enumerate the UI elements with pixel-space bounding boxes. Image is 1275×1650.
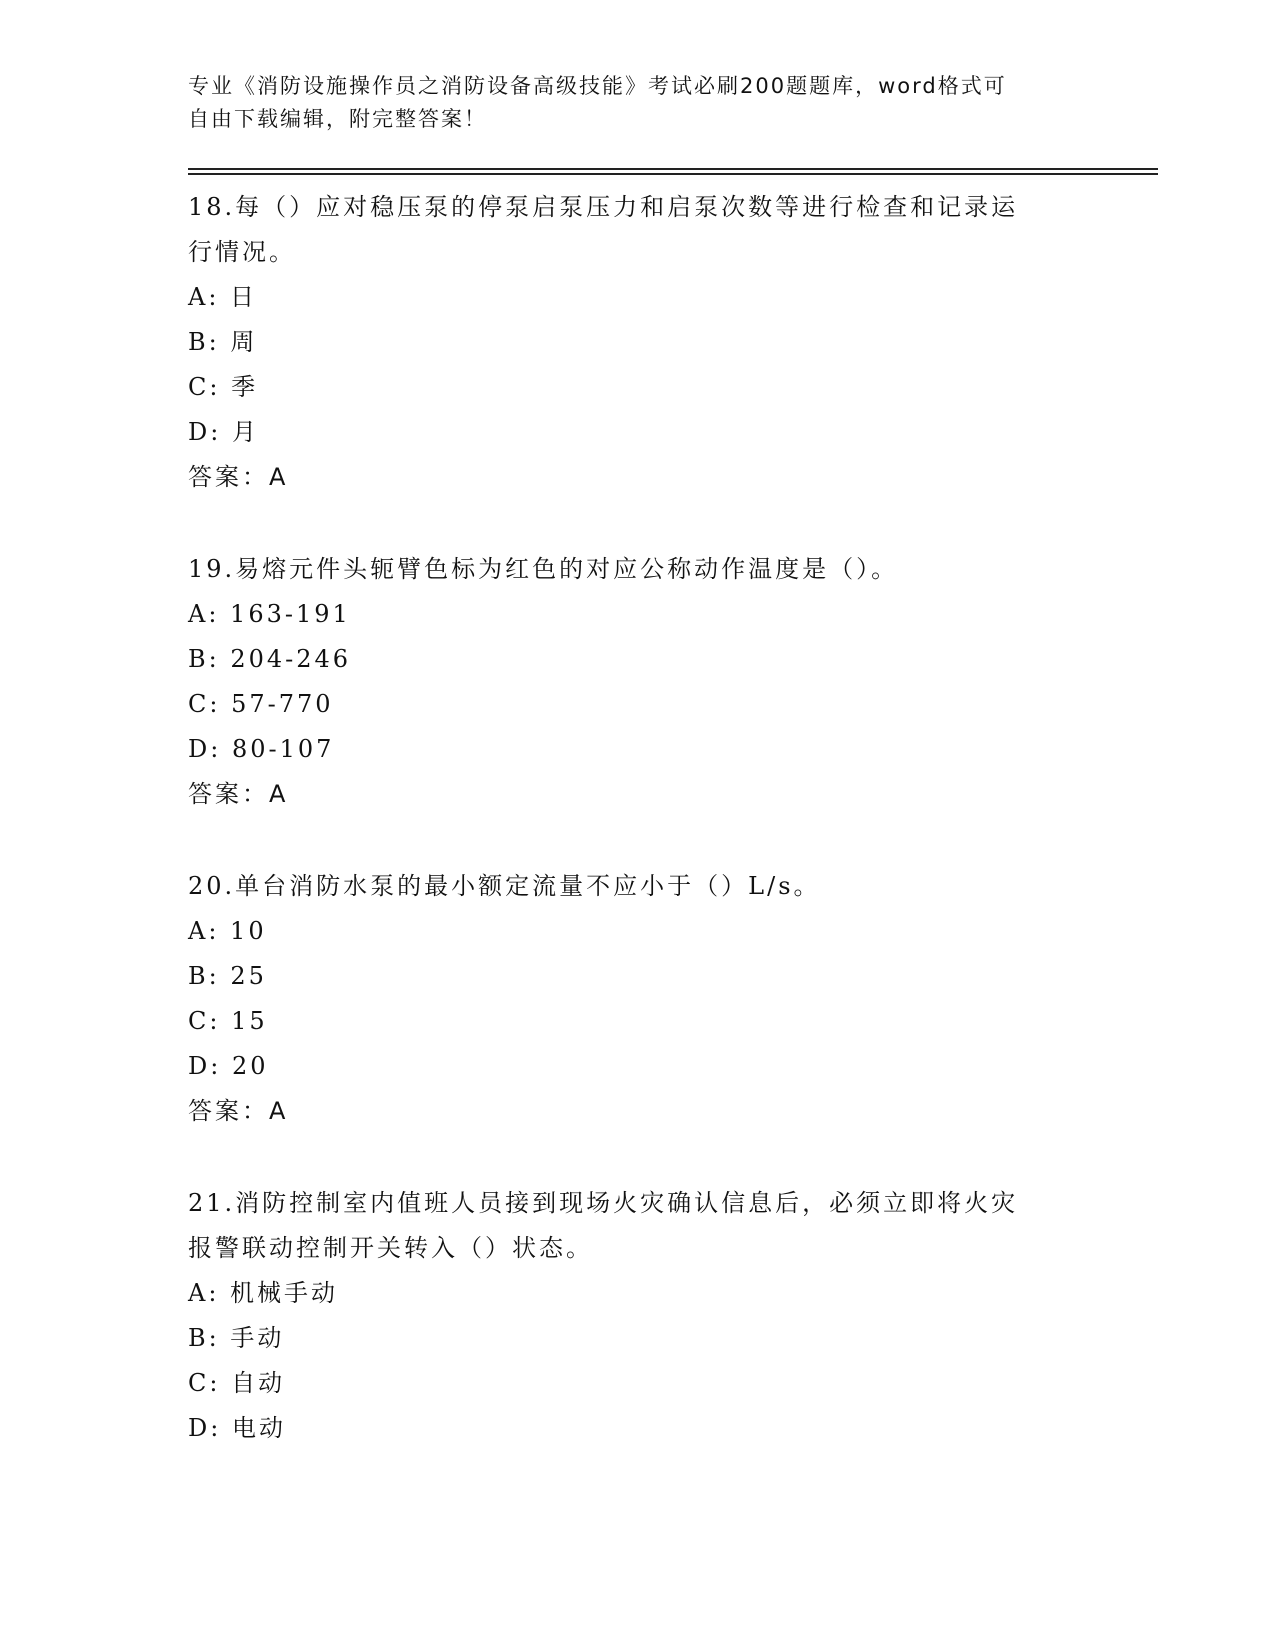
question-line-2: 报警联动控制开关转入（）状态。: [188, 1234, 593, 1262]
option-c: C: 57-770: [188, 690, 334, 718]
option-c: C: 季: [188, 373, 259, 401]
divider-line-bottom: [188, 173, 1158, 175]
answer-label: 答案：: [188, 780, 269, 808]
answer-line: [188, 772, 1158, 817]
option-b: B: 25: [188, 962, 267, 990]
answer-line: [188, 1089, 1158, 1134]
question-18: [188, 185, 1158, 500]
question-line-1: 21.消防控制室内值班人员接到现场火灾确认信息后，必须立即将火灾: [188, 1189, 1019, 1217]
answer-label: 答案：: [188, 1097, 269, 1125]
answer-value: A: [269, 1097, 288, 1125]
option-b: B: 周: [188, 328, 258, 356]
divider-line-top: [188, 168, 1158, 170]
header-line-2: 自由下载编辑，附完整答案！: [188, 107, 487, 131]
answer-label: 答案：: [188, 463, 269, 491]
option-b: B: 204-246: [188, 645, 352, 673]
option-a: A: 机械手动: [188, 1279, 339, 1307]
option-a: A: 163-191: [188, 600, 351, 628]
option-a: A: 10: [188, 917, 267, 945]
question-19: [188, 547, 1158, 817]
question-line-1: 18.每（）应对稳压泵的停泵启泵压力和启泵次数等进行检查和记录运: [188, 193, 1019, 221]
answer-line: [188, 455, 1158, 500]
question-text: [188, 185, 1088, 275]
answer-value: A: [269, 780, 288, 808]
option-d: D: 电动: [188, 1414, 286, 1442]
question-list: [188, 185, 1158, 1451]
question-line-2: 行情况。: [188, 238, 296, 266]
option-a: A: 日: [188, 283, 258, 311]
document-page: [188, 70, 1158, 1498]
question-line-1: 19.易熔元件头轭臂色标为红色的对应公称动作温度是（）。: [188, 555, 899, 583]
question-21: [188, 1181, 1158, 1451]
option-d: D: 20: [188, 1052, 269, 1080]
question-text: [188, 547, 1088, 592]
option-d: D: 月: [188, 418, 259, 446]
question-line-1: 20.单台消防水泵的最小额定流量不应小于（）L/s。: [188, 872, 821, 900]
option-c: C: 自动: [188, 1369, 286, 1397]
document-header: [188, 70, 1068, 136]
question-text: [188, 864, 1088, 909]
option-d: D: 80-107: [188, 735, 335, 763]
answer-value: A: [269, 463, 288, 491]
question-20: [188, 864, 1158, 1134]
option-c: C: 15: [188, 1007, 268, 1035]
header-line-1: 专业《消防设施操作员之消防设备高级技能》考试必刷200题题库，word格式可: [188, 74, 1007, 98]
question-text: [188, 1181, 1088, 1271]
option-b: B: 手动: [188, 1324, 285, 1352]
header-divider: [188, 168, 1158, 175]
